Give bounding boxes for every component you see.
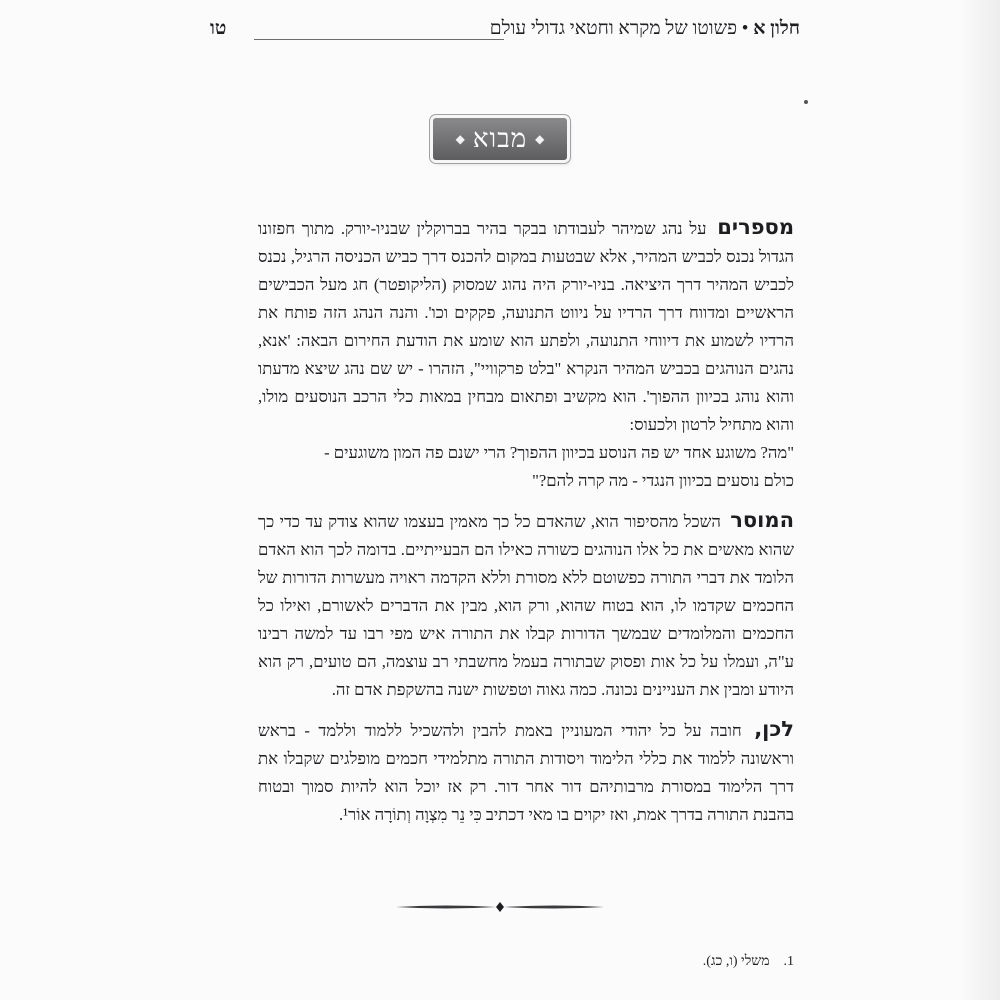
footnote-number: 1. [783,954,794,969]
banner-diamond-icon: ◆ [535,132,545,146]
paragraph-moral [258,506,794,704]
ornament-diamond-icon [496,902,504,912]
ornament-right-flourish [504,906,604,909]
paragraph-conclusion [258,715,794,829]
title-separator: • [737,18,754,39]
running-title [490,18,800,40]
header-rule [254,39,504,40]
quote-line: "מה? משוגע אחד יש פה הנוסע בכיוון ההפוך? הרי ישנם פה המון משוגעים - [324,443,794,462]
paragraph-text: על נהג שמיהר לעבודתו בבקר בהיר בברוקלין שבניו-יורק. מתוך חפזונו הגדול נכנס לכביש המהיר, אלא שבטעות במקום להכנס דרך כביש הכניסה הרגיל, נכנס לכביש המהיר דרך היציאה. בניו-יורק היה נהוג שמסוק (הליקופטר) חג מעל הכבישים הראשיים ומדווח דרך הרדיו על ניווט התנועה, פקקים וכו'. והנה הנהג הזה פותח את הרדיו לשמוע את דיווחי התנועה, ולפתע הוא שומע את הודעת החירום הבאה: 'אנא, נהגים הנוהגים בכביש המהיר הנקרא "בלט פרקוויי", הזהרו - יש שם נהג שיצא מדעתו והוא נוהג בכיוון ההפוך'. הוא מקשיב ופתאום מבחין במאות כלי הרכב הנוסעים מולו, והוא מתחיל לרטון ולכעוס: [258,219,794,434]
book-title: פשוטו של מקרא וחטאי גדולי עולם [489,18,738,39]
ornament-left-flourish [396,906,496,909]
page-number: טו [210,18,227,39]
divider-ornament [392,897,608,917]
header-dot [804,100,808,104]
section-title: מבוא [472,124,528,153]
footnote-text: משלי (ו, כג). [702,954,770,969]
paragraph-text: חובה על כל יהודי המעוניין באמת להבין ולהשכיל ללמוד וללמד - בראש וראשונה ללמוד את כללי הלימוד ויסודות התורה מתלמידי חכמים מופלגים שקבלו את דרך הלימוד במסורת מרבותיהם דור אחר דור. רק אז יוכל הוא להיות סמוך ובטוח בהבנת התורה בדרך אמת, ואז יקוים בו מאי דכתיב כִּי נֵר מִצְוָה וְתוֹרָה אוֹר¹. [258,721,794,824]
paragraph-story [258,213,794,495]
lead-word: המוסר [730,508,794,532]
quote-line: כולם נוסעים בכיוון הנגדי - מה קרה להם?" [532,471,794,490]
lead-word: מספרים [717,215,795,239]
running-header [210,18,800,44]
footnote [703,954,794,970]
body-text [258,213,794,863]
lead-word: לכן, [754,717,794,741]
paragraph-text: השכל מהסיפור הוא, שהאדם כל כך מאמין בעצמו שהוא צודק עד כדי כך שהוא מאשים את כל אלו הנוהגים כשורה כאילו הם הבעייתיים. בדומה לכך הוא האדם הלומד את דברי התורה כפשוטם ללא מסורת וללא הקדמה ראויה מעשרות הדורות של החכמים שקדמו לו, הוא בטוח שהוא, ורק הוא, מבין את הדברים לאשורם, ואילו כל החכמים והמלומדים שבמשך הדורות קבלו את התורה איש מפי רבו עד למשה רבינו ע"ה, ועמלו על כל אות ופסוק שבתורה בעמל מחשבתי רב עוצמה, הם טועים, רק הוא היודע ומבין את העניינים נכונה. כמה גאוה וטפשות ישנה בהשקפת אדם זה. [258,512,794,699]
banner-diamond-icon: ◆ [455,132,465,146]
chapter-label: חלון א [753,18,800,39]
section-banner [433,118,567,160]
